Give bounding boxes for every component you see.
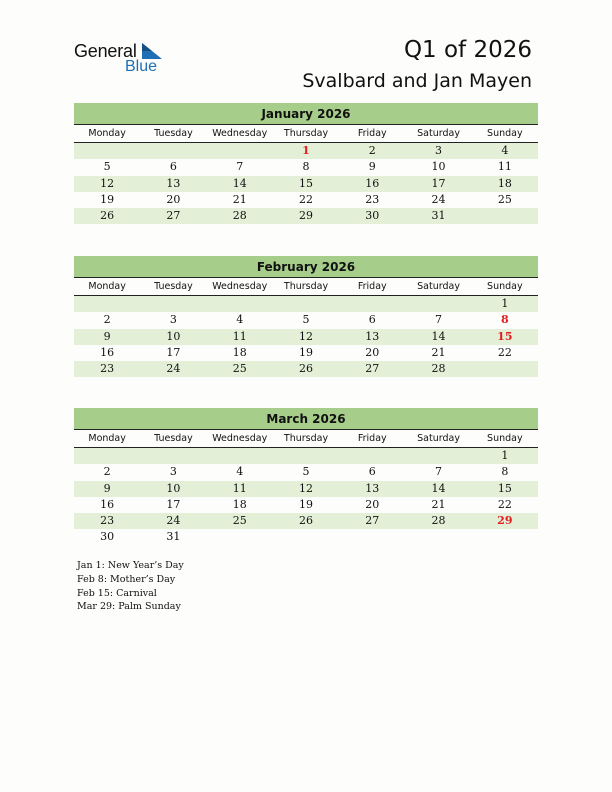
empty-day-cell bbox=[339, 296, 405, 312]
day-cell: 19 bbox=[100, 192, 115, 206]
week-row bbox=[74, 296, 538, 312]
day-cell: 20 bbox=[365, 497, 380, 511]
empty-day-cell bbox=[140, 143, 206, 159]
day-cell: 31 bbox=[431, 209, 446, 223]
page-title: Q1 of 2026 bbox=[403, 37, 532, 63]
day-cell: 16 bbox=[365, 176, 380, 190]
empty-day-cell bbox=[207, 448, 273, 464]
day-cell: 27 bbox=[365, 362, 380, 376]
weekday-label: Saturday bbox=[417, 433, 460, 444]
holiday-note: Mar 29: Palm Sunday bbox=[77, 601, 181, 613]
day-cell: 4 bbox=[236, 465, 244, 479]
day-cell: 2 bbox=[103, 465, 111, 479]
weekday-label: Saturday bbox=[417, 281, 460, 292]
weekday-label: Thursday bbox=[283, 281, 329, 292]
week-row bbox=[74, 312, 538, 328]
day-cell: 15 bbox=[497, 481, 512, 495]
week-row bbox=[74, 329, 538, 345]
weekday-label: Sunday bbox=[487, 281, 523, 292]
day-cell: 30 bbox=[365, 209, 380, 223]
day-cell: 4 bbox=[501, 144, 509, 157]
day-cell: 20 bbox=[166, 192, 181, 206]
weekday-label: Tuesday bbox=[154, 433, 193, 444]
empty-day-cell bbox=[405, 529, 471, 545]
day-cell: 9 bbox=[103, 481, 111, 495]
empty-day-cell bbox=[472, 208, 538, 224]
weekday-label: Wednesday bbox=[212, 281, 268, 292]
weekday-label: Monday bbox=[88, 128, 126, 139]
empty-day-cell bbox=[74, 448, 140, 464]
weekday-label: Friday bbox=[357, 128, 387, 139]
week-row bbox=[74, 513, 538, 529]
empty-day-cell bbox=[140, 296, 206, 312]
day-cell: 7 bbox=[435, 465, 443, 479]
day-cell: 10 bbox=[431, 160, 446, 174]
week-row bbox=[74, 464, 538, 480]
week-row bbox=[74, 208, 538, 224]
day-cell: 8 bbox=[501, 465, 509, 479]
month-title: March 2026 bbox=[74, 408, 538, 430]
week-row bbox=[74, 481, 538, 497]
day-cell: 23 bbox=[365, 192, 380, 206]
day-cell: 2 bbox=[368, 144, 376, 157]
weekday-label: Tuesday bbox=[154, 281, 193, 292]
day-cell: 14 bbox=[232, 176, 247, 190]
weekday-label: Thursday bbox=[283, 128, 329, 139]
month-calendar-january bbox=[74, 103, 538, 224]
day-cell: 23 bbox=[100, 514, 115, 528]
day-cell: 30 bbox=[100, 530, 115, 544]
day-cell: 8 bbox=[302, 160, 310, 174]
empty-day-cell bbox=[74, 143, 140, 159]
day-cell: 26 bbox=[298, 514, 313, 528]
day-cell: 16 bbox=[100, 497, 115, 511]
logo-general-text: General bbox=[74, 41, 137, 61]
empty-day-cell bbox=[273, 448, 339, 464]
day-cell: 15 bbox=[298, 176, 313, 190]
day-cell: 25 bbox=[232, 514, 247, 528]
day-cell: 21 bbox=[431, 345, 446, 359]
day-cell: 19 bbox=[298, 497, 313, 511]
weekday-header-row bbox=[74, 430, 538, 448]
empty-day-cell bbox=[207, 143, 273, 159]
day-cell: 7 bbox=[236, 160, 244, 174]
day-cell: 27 bbox=[365, 514, 380, 528]
day-cell: 6 bbox=[169, 160, 177, 174]
empty-day-cell bbox=[339, 448, 405, 464]
day-cell: 18 bbox=[232, 497, 247, 511]
week-row bbox=[74, 143, 538, 159]
day-cell: 5 bbox=[302, 465, 310, 479]
empty-day-cell bbox=[405, 448, 471, 464]
month-calendar-february bbox=[74, 256, 538, 377]
empty-day-cell bbox=[140, 448, 206, 464]
day-cell: 11 bbox=[232, 481, 247, 495]
day-cell: 26 bbox=[298, 362, 313, 376]
day-cell: 12 bbox=[298, 329, 313, 343]
day-cell: 11 bbox=[232, 329, 247, 343]
empty-day-cell bbox=[273, 296, 339, 312]
empty-day-cell bbox=[472, 529, 538, 545]
weekday-label: Saturday bbox=[417, 128, 460, 139]
weekday-header-row bbox=[74, 125, 538, 143]
holiday-note: Feb 8: Mother’s Day bbox=[77, 573, 176, 585]
day-cell: 6 bbox=[368, 465, 376, 479]
empty-day-cell bbox=[207, 296, 273, 312]
weekday-label: Friday bbox=[357, 281, 387, 292]
empty-day-cell bbox=[339, 529, 405, 545]
weekday-label: Tuesday bbox=[154, 128, 193, 139]
week-row bbox=[74, 448, 538, 464]
month-title: February 2026 bbox=[74, 256, 538, 278]
day-cell: 4 bbox=[236, 313, 244, 327]
empty-day-cell bbox=[273, 529, 339, 545]
weekday-label: Monday bbox=[88, 281, 126, 292]
day-cell: 17 bbox=[166, 345, 181, 359]
empty-day-cell bbox=[472, 361, 538, 377]
day-cell: 26 bbox=[100, 209, 115, 223]
week-row bbox=[74, 345, 538, 361]
day-cell: 17 bbox=[166, 497, 181, 511]
day-cell: 21 bbox=[431, 497, 446, 511]
page-subtitle: Svalbard and Jan Mayen bbox=[302, 70, 532, 92]
day-cell: 22 bbox=[497, 497, 512, 511]
weekday-label: Friday bbox=[357, 433, 387, 444]
day-cell: 18 bbox=[497, 176, 512, 190]
day-cell: 14 bbox=[431, 329, 446, 343]
holiday-day-cell: 15 bbox=[497, 329, 513, 343]
day-cell: 10 bbox=[166, 329, 181, 343]
month-calendar-march bbox=[74, 408, 538, 546]
holiday-day-cell: 8 bbox=[501, 313, 509, 327]
weekday-label: Thursday bbox=[283, 433, 329, 444]
day-cell: 18 bbox=[232, 345, 247, 359]
day-cell: 17 bbox=[431, 176, 446, 190]
week-row bbox=[74, 159, 538, 175]
holiday-day-cell: 1 bbox=[302, 144, 310, 157]
day-cell: 28 bbox=[431, 362, 446, 376]
day-cell: 7 bbox=[435, 313, 443, 327]
day-cell: 27 bbox=[166, 209, 181, 223]
day-cell: 13 bbox=[365, 481, 380, 495]
day-cell: 13 bbox=[365, 329, 380, 343]
holiday-note: Feb 15: Carnival bbox=[77, 587, 157, 599]
day-cell: 21 bbox=[232, 192, 247, 206]
holiday-note: Jan 1: New Year’s Day bbox=[77, 560, 184, 571]
holiday-day-cell: 29 bbox=[497, 514, 513, 528]
day-cell: 20 bbox=[365, 345, 380, 359]
day-cell: 28 bbox=[232, 209, 247, 223]
weekday-label: Wednesday bbox=[212, 433, 268, 444]
day-cell: 9 bbox=[103, 329, 111, 343]
day-cell: 3 bbox=[169, 465, 177, 479]
day-cell: 24 bbox=[166, 514, 181, 528]
day-cell: 13 bbox=[166, 176, 181, 190]
weekday-label: Sunday bbox=[487, 433, 523, 444]
day-cell: 24 bbox=[166, 362, 181, 376]
day-cell: 12 bbox=[298, 481, 313, 495]
day-cell: 25 bbox=[232, 362, 247, 376]
day-cell: 10 bbox=[166, 481, 181, 495]
week-row bbox=[74, 361, 538, 377]
day-cell: 2 bbox=[103, 313, 111, 327]
weekday-header-row bbox=[74, 278, 538, 296]
day-cell: 22 bbox=[298, 192, 313, 206]
day-cell: 3 bbox=[435, 144, 443, 157]
day-cell: 16 bbox=[100, 345, 115, 359]
day-cell: 25 bbox=[497, 192, 512, 206]
day-cell: 31 bbox=[166, 530, 181, 544]
day-cell: 28 bbox=[431, 514, 446, 528]
weekday-label: Wednesday bbox=[212, 128, 268, 139]
day-cell: 12 bbox=[100, 176, 115, 190]
weekday-label: Monday bbox=[88, 433, 126, 444]
day-cell: 11 bbox=[497, 160, 512, 174]
week-row bbox=[74, 192, 538, 208]
day-cell: 14 bbox=[431, 481, 446, 495]
empty-day-cell bbox=[74, 296, 140, 312]
general-blue-logo bbox=[74, 41, 174, 81]
logo-blue-text: Blue bbox=[125, 58, 158, 75]
week-row bbox=[74, 497, 538, 513]
day-cell: 23 bbox=[100, 362, 115, 376]
day-cell: 19 bbox=[298, 345, 313, 359]
week-row bbox=[74, 529, 538, 545]
day-cell: 3 bbox=[169, 313, 177, 327]
week-row bbox=[74, 176, 538, 192]
day-cell: 22 bbox=[497, 345, 512, 359]
day-cell: 5 bbox=[103, 160, 111, 174]
month-title: January 2026 bbox=[74, 103, 538, 125]
day-cell: 24 bbox=[431, 192, 446, 206]
day-cell: 29 bbox=[298, 209, 313, 223]
weekday-label: Sunday bbox=[487, 128, 523, 139]
holiday-notes bbox=[77, 559, 184, 614]
logo-triangle-icon bbox=[142, 43, 162, 59]
day-cell: 6 bbox=[368, 313, 376, 327]
day-cell: 5 bbox=[302, 313, 310, 327]
empty-day-cell bbox=[207, 529, 273, 545]
day-cell: 9 bbox=[368, 160, 376, 174]
day-cell: 1 bbox=[501, 297, 509, 310]
day-cell: 1 bbox=[501, 449, 509, 462]
empty-day-cell bbox=[405, 296, 471, 312]
